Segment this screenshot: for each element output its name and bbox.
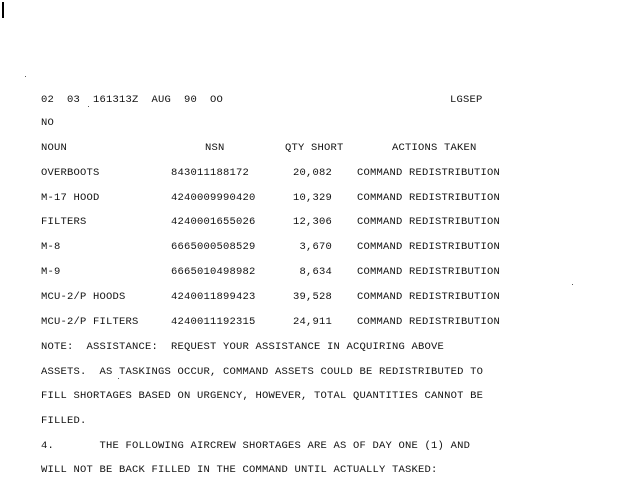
scan-speck xyxy=(572,284,573,285)
row-nsn: 4240011192315 xyxy=(171,316,256,328)
row-action: COMMAND REDISTRIBUTION xyxy=(357,192,501,204)
text-cursor xyxy=(2,2,4,18)
row-noun: MCU-2/P HOODS xyxy=(41,291,126,303)
row-qty: 3,670 xyxy=(299,241,332,253)
row-qty: 24,911 xyxy=(292,316,332,328)
row-action: COMMAND REDISTRIBUTION xyxy=(357,291,501,303)
scan-speck xyxy=(88,106,89,107)
row-nsn: 4240011899423 xyxy=(171,291,256,303)
row-noun: FILTERS xyxy=(41,216,87,228)
row-action: COMMAND REDISTRIBUTION xyxy=(357,266,501,278)
column-header-actions-taken: ACTIONS TAKEN xyxy=(392,142,477,154)
column-header-qty-short: QTY SHORT xyxy=(285,142,344,154)
row-nsn: 4240001655026 xyxy=(171,216,256,228)
row-action: COMMAND REDISTRIBUTION xyxy=(357,241,501,253)
office-symbol: LGSEP xyxy=(450,94,483,106)
row-qty: 12,306 xyxy=(292,216,332,228)
no-label: NO xyxy=(41,117,55,129)
note-line: NOTE: ASSISTANCE: REQUEST YOUR ASSISTANCE IN ACQUIRING ABOVE xyxy=(41,341,445,353)
scan-speck xyxy=(25,76,26,77)
row-nsn: 843011188172 xyxy=(171,167,250,179)
row-nsn: 6665010498982 xyxy=(171,266,256,278)
column-header-noun: NOUN xyxy=(41,142,68,154)
column-header-nsn: NSN xyxy=(205,142,225,154)
message-dtg: 02 03 161313Z AUG 90 OO xyxy=(41,94,224,106)
row-nsn: 4240009990420 xyxy=(171,192,256,204)
paragraph-4-line: WILL NOT BE BACK FILLED IN THE COMMAND UNTIL ACTUALLY TASKED: xyxy=(41,464,438,476)
row-qty: 20,082 xyxy=(292,167,332,179)
row-qty: 10,329 xyxy=(292,192,332,204)
note-line: FILLED. xyxy=(41,415,87,427)
row-qty: 8,634 xyxy=(299,266,332,278)
row-noun: M-9 xyxy=(41,266,61,278)
row-action: COMMAND REDISTRIBUTION xyxy=(357,316,501,328)
row-noun: OVERBOOTS xyxy=(41,167,100,179)
paragraph-4-line: 4. THE FOLLOWING AIRCREW SHORTAGES ARE AS OF DAY ONE (1) AND xyxy=(41,440,471,452)
row-action: COMMAND REDISTRIBUTION xyxy=(357,216,501,228)
row-noun: M-8 xyxy=(41,241,61,253)
row-action: COMMAND REDISTRIBUTION xyxy=(357,167,501,179)
note-line: FILL SHORTAGES BASED ON URGENCY, HOWEVER, TOTAL QUANTITIES CANNOT BE xyxy=(41,390,484,402)
note-line: ASSETS. AS TASKINGS OCCUR, COMMAND ASSETS COULD BE REDISTRIBUTED TO xyxy=(41,366,484,378)
row-qty: 39,528 xyxy=(292,291,332,303)
row-noun: MCU-2/P FILTERS xyxy=(41,316,139,328)
row-noun: M-17 HOOD xyxy=(41,192,100,204)
row-nsn: 6665000508529 xyxy=(171,241,256,253)
scan-speck xyxy=(118,378,119,379)
